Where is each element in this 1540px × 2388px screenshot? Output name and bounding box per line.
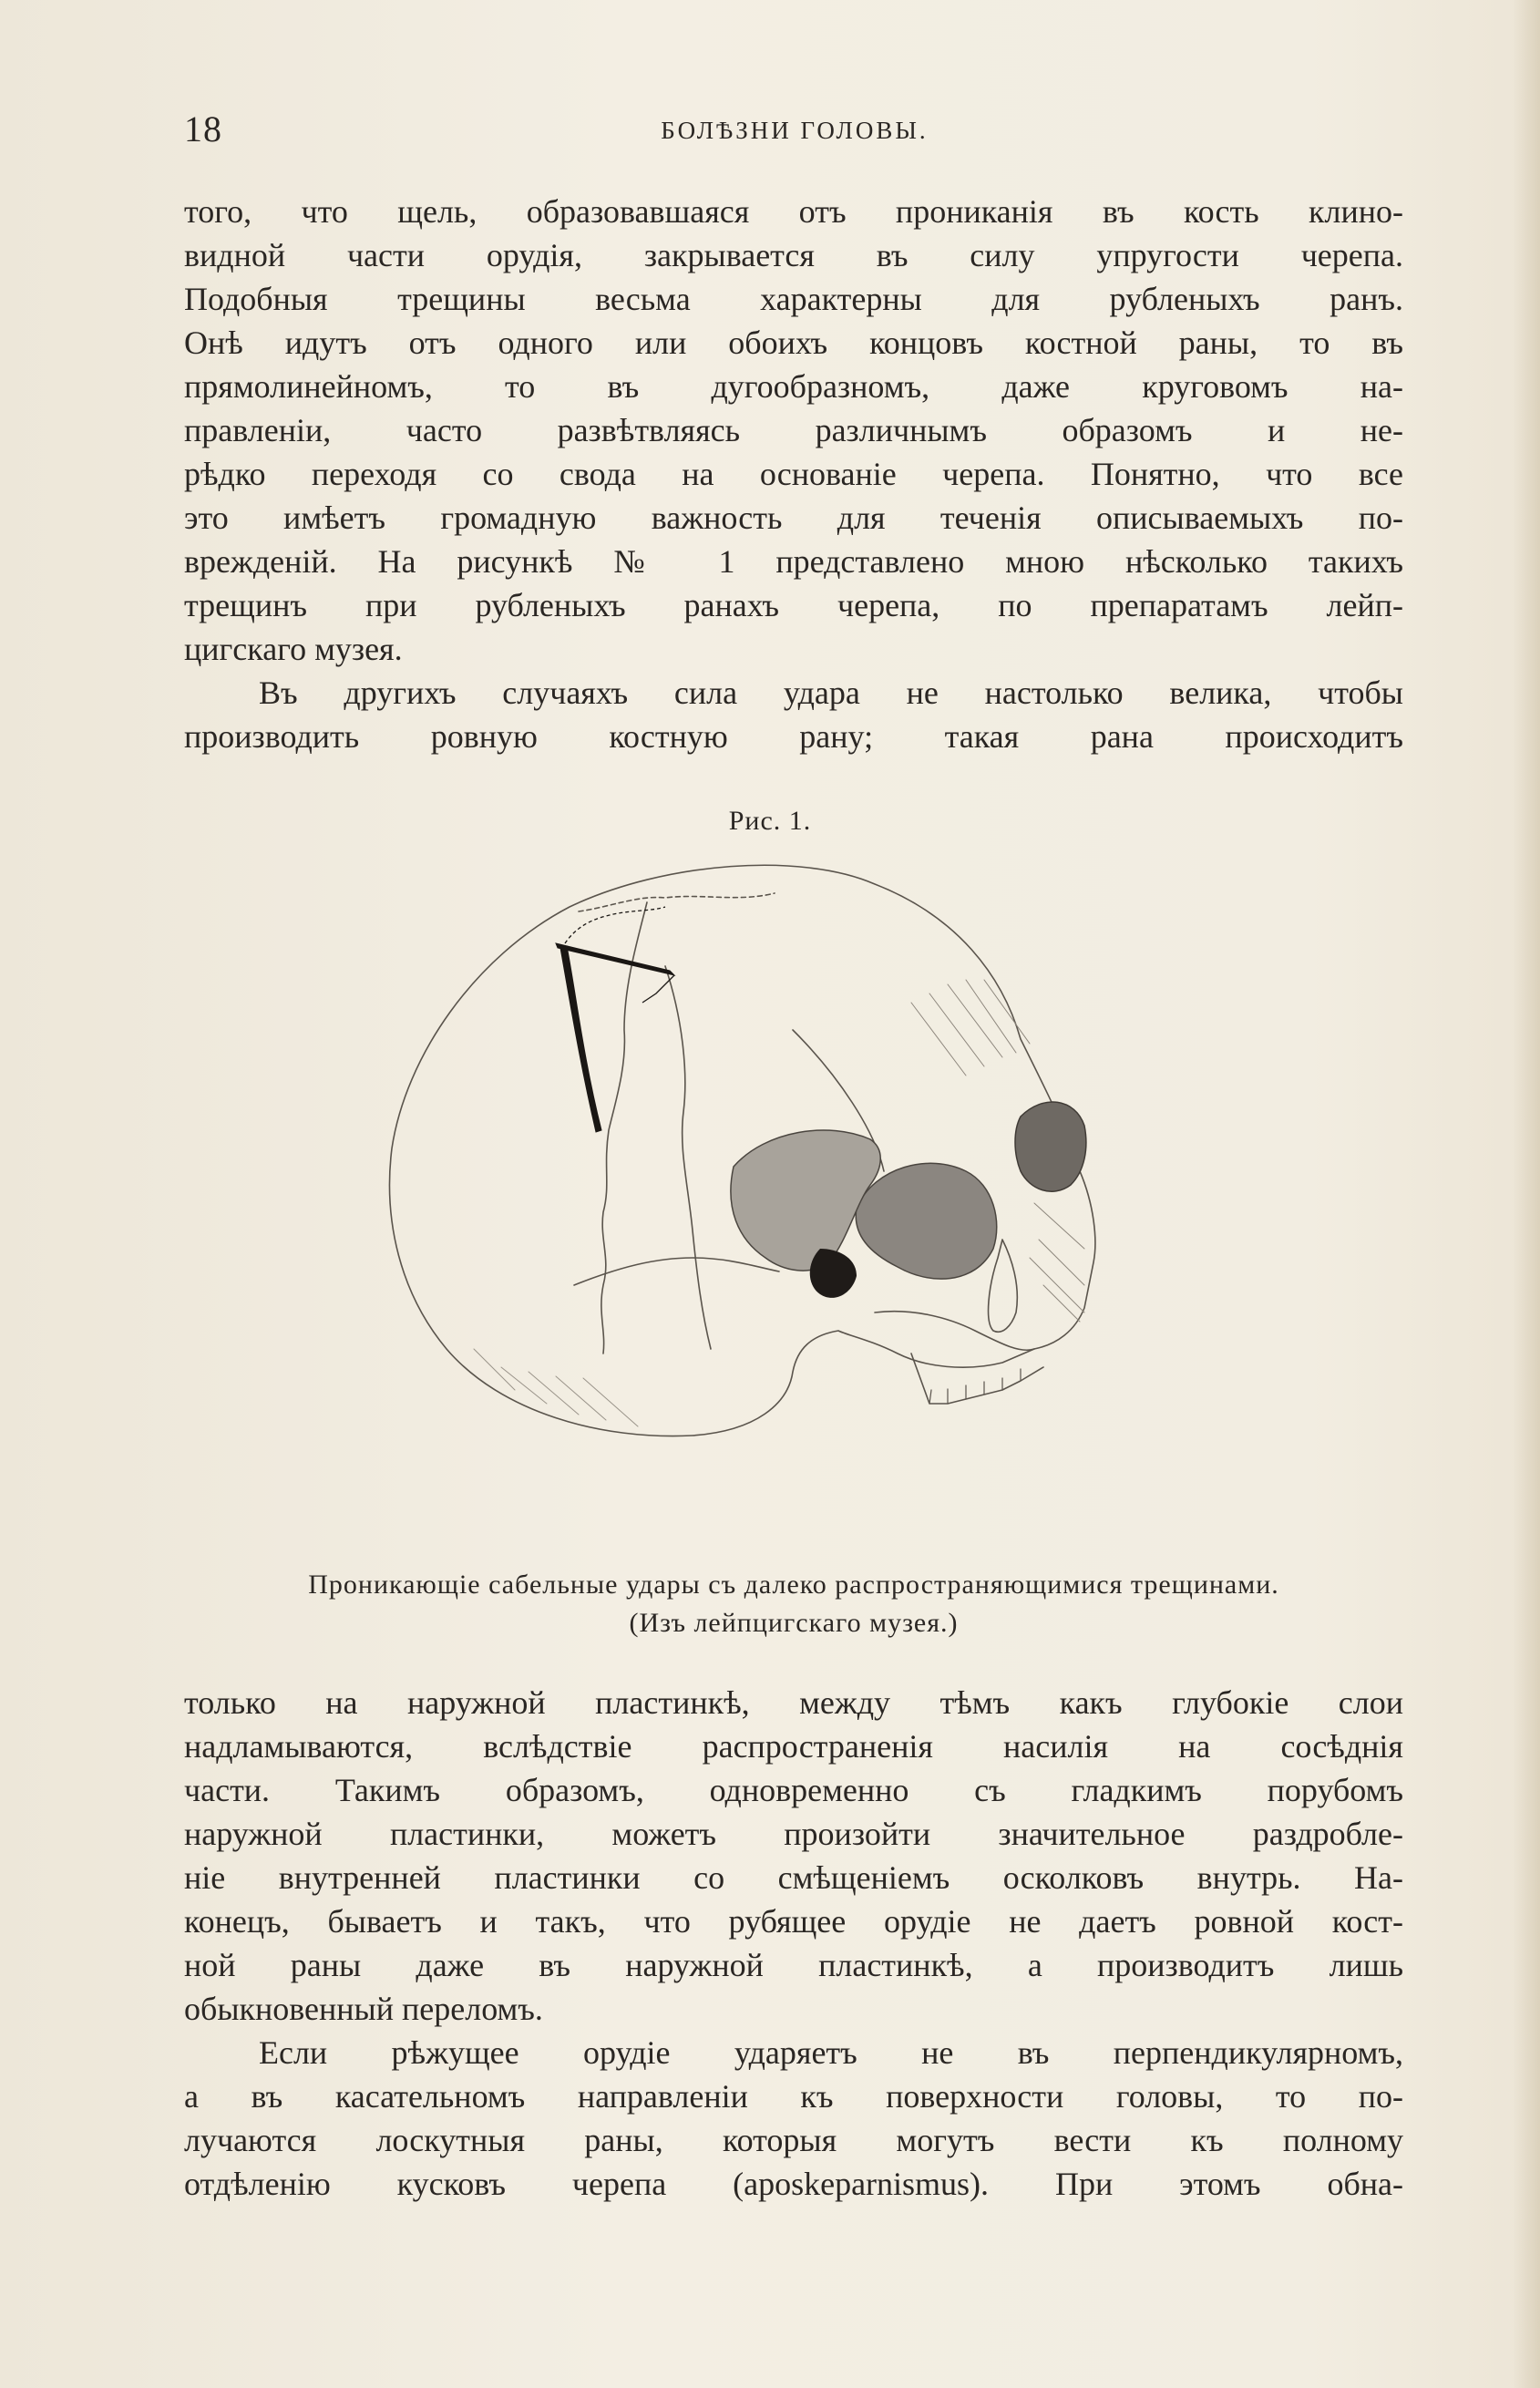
text-line: обыкновенный переломъ. bbox=[184, 1991, 543, 2027]
nasal-outline bbox=[989, 1240, 1018, 1332]
text-block-after-figure bbox=[184, 1681, 1403, 2206]
text-line: видной части орудія, закрывается въ силу упругости черепа. bbox=[184, 237, 1403, 273]
teeth bbox=[929, 1369, 1021, 1404]
text-block-before-figure bbox=[184, 190, 1403, 758]
text-line: Подобныя трещины весьма характерны для рубленыхъ ранъ. bbox=[184, 281, 1403, 317]
parietal-suture bbox=[665, 966, 711, 1349]
text-line: а въ касательномъ направленіи къ поверхности головы, то по- bbox=[184, 2078, 1403, 2115]
zygomatic-outline bbox=[875, 1312, 1034, 1351]
jaw-outline bbox=[911, 1354, 1043, 1404]
page-number: 18 bbox=[184, 108, 222, 149]
text-line: прямолинейномъ, то въ дугообразномъ, даже круговомъ на- bbox=[184, 368, 1403, 405]
text-line: Въ другихъ случаяхъ сила удара не настолько велика, чтобы bbox=[259, 674, 1403, 711]
text-line: рѣдко переходя со свода на основаніе черепа. Понятно, что все bbox=[184, 456, 1403, 492]
hatching-face bbox=[1030, 1203, 1084, 1322]
text-line: части. Такимъ образомъ, одновременно съ гладкимъ порубомъ bbox=[184, 1772, 1403, 1808]
coronal-suture bbox=[601, 902, 647, 1354]
skull-outline bbox=[390, 865, 1095, 1436]
figure-caption: Проникающіе сабельные удары съ далеко распространяющимися трещинами. bbox=[308, 1570, 1279, 1600]
text-line: правленіи, часто развѣтвляясь различнымъ образомъ и не- bbox=[184, 412, 1403, 448]
figure-label: Рис. 1. bbox=[728, 806, 812, 836]
hatching-forehead bbox=[911, 980, 1030, 1076]
fracture-cracks bbox=[556, 907, 674, 1132]
text-line: только на наружной пластинкѣ, между тѣмъ какъ глубокіе слои bbox=[184, 1684, 1403, 1721]
hatching-base bbox=[474, 1349, 638, 1426]
text-line: конецъ, бываетъ и такъ, что рубящее орудіе не даетъ ровной кост- bbox=[184, 1903, 1403, 1940]
running-head: БОЛѢЗНИ ГОЛОВЫ. bbox=[661, 117, 929, 144]
text-line: того, что щель, образовавшаяся отъ прониканія въ кость клино- bbox=[184, 193, 1403, 230]
text-line: это имѣетъ громадную важность для теченія описываемыхъ по- bbox=[184, 499, 1403, 536]
text-line: наружной пластинки, можетъ произойти значительное раздробле- bbox=[184, 1816, 1403, 1852]
page-header bbox=[184, 108, 1405, 153]
text-line: надламываются, вслѣдствіе распространенія насилія на сосѣднія bbox=[184, 1728, 1403, 1765]
page-edge-shadow bbox=[1513, 0, 1540, 2388]
text-line: отдѣленію кусковъ черепа (aposkeparnismus). При этомъ обна- bbox=[184, 2166, 1403, 2202]
skull-illustration bbox=[364, 857, 1221, 1549]
text-line: ніе внутренней пластинки со смѣщеніемъ осколковъ внутрь. На- bbox=[184, 1859, 1403, 1896]
text-line: лучаются лоскутныя раны, которыя могутъ вести къ полному bbox=[184, 2122, 1403, 2158]
figure-source: (Изъ лейпцигскаго музея.) bbox=[629, 1608, 959, 1638]
text-line: производить ровную костную рану; такая рана происходитъ bbox=[184, 718, 1403, 755]
orbit-shading bbox=[731, 1102, 1086, 1298]
text-line: Если рѣжущее орудіе ударяетъ не въ перпендикулярномъ, bbox=[259, 2034, 1403, 2071]
text-line: врежденій. На рисункѣ № 1 представлено мною нѣсколько такихъ bbox=[184, 543, 1403, 580]
text-line: Онѣ идутъ отъ одного или обоихъ концовъ костной раны, то въ bbox=[184, 324, 1403, 361]
text-line: трещинъ при рубленыхъ ранахъ черепа, по препаратамъ лейп- bbox=[184, 587, 1403, 623]
text-line: ной раны даже въ наружной пластинкѣ, а производитъ лишь bbox=[184, 1947, 1403, 1983]
text-line: цигскаго музея. bbox=[184, 631, 403, 667]
suture-upper bbox=[579, 893, 775, 911]
